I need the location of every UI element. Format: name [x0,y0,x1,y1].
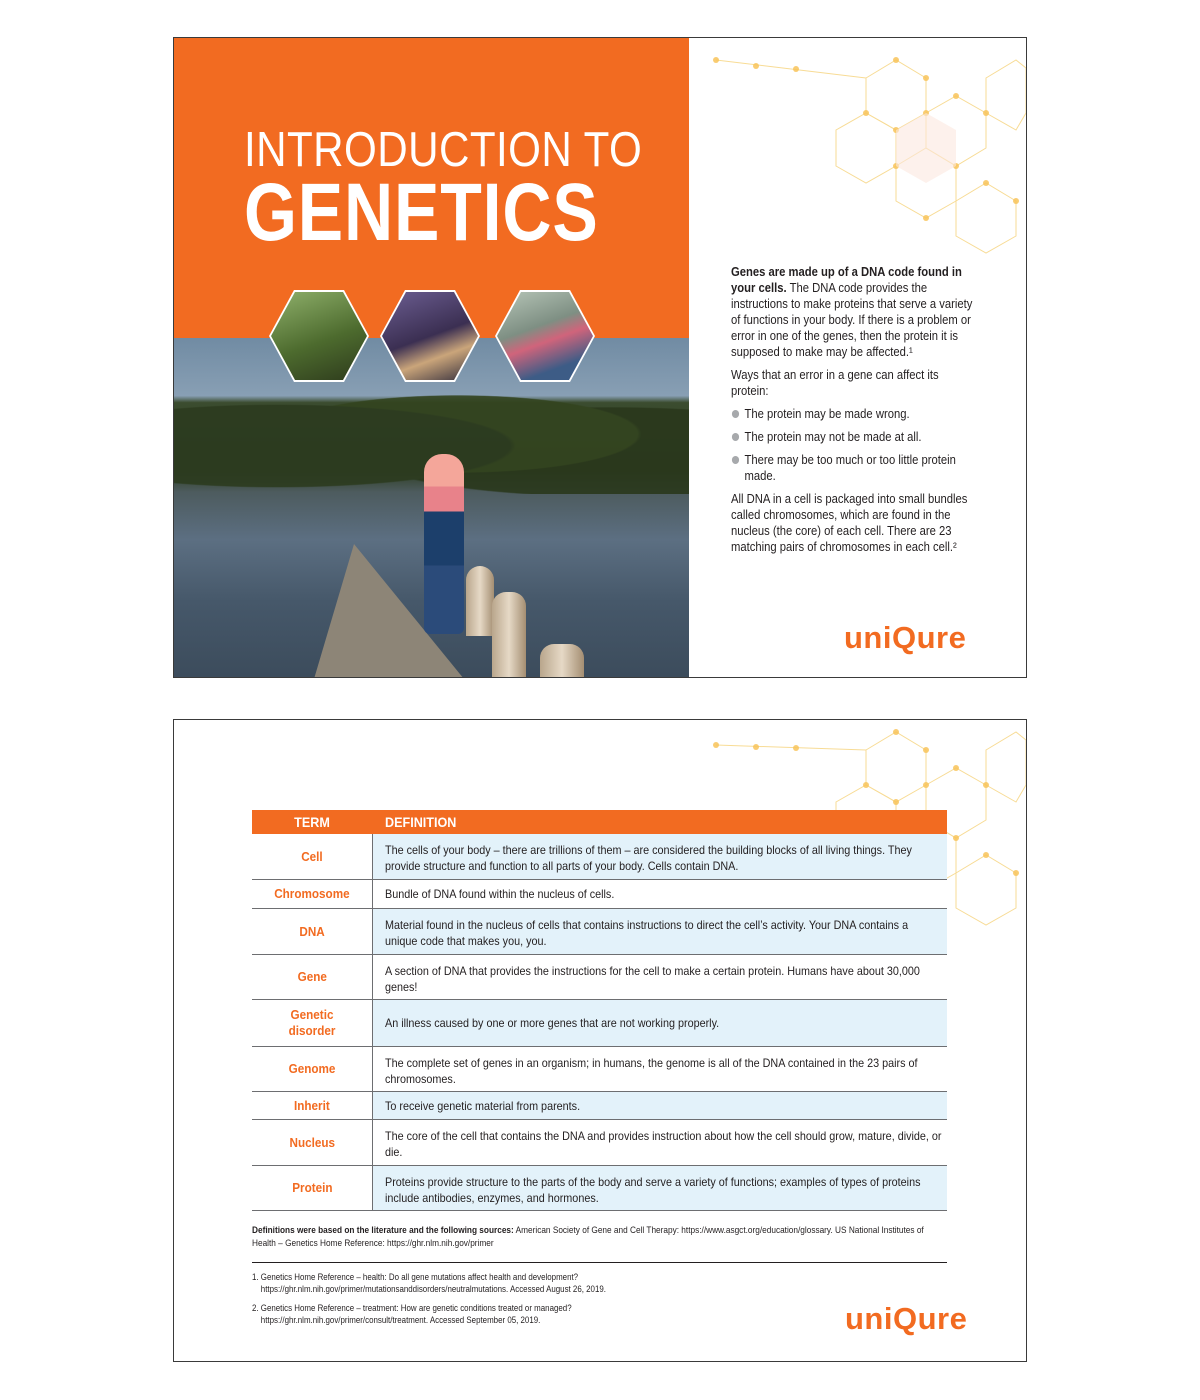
table-row [252,1166,947,1211]
table-row [252,1120,947,1166]
bullet-icon [732,456,739,464]
definition-cell: The complete set of genes in an organism; in humans, the genome is all of the DNA contained in the 23 pairs of chromosomes. [372,1047,947,1091]
definition-cell: The cells of your body – there are trillions of them – are considered the building blocks of all living things. They provide structure and function to all parts of your body. Cells contain DNA. [372,834,947,879]
intro-text-panel [689,38,1026,677]
table-header [252,810,947,834]
term-cell: Chromosome [274,886,350,901]
term-cell: Protein [291,1180,333,1195]
definition-cell: Proteins provide structure to the parts of the body and serve a variety of functions; examples of types of proteins include antibodies, enzymes, and hormones. [372,1166,947,1210]
table-row [252,1092,947,1120]
unique-logo: uniQure [845,1301,968,1336]
intro-body [731,264,976,562]
term-column-header: TERM [294,814,330,830]
references-list [252,1272,652,1334]
effects-list [731,406,976,484]
table-row [252,909,947,955]
term-cell: Inherit [294,1097,330,1113]
table-row [252,955,947,1000]
definition-cell: The core of the cell that contains the DNA and provides instruction about how the cell should grow, mature, divide, or die. [372,1120,947,1165]
term-cell: Cell [301,848,323,864]
definition-cell: Bundle of DNA found within the nucleus of cells. [372,880,947,908]
table-row [252,1000,947,1047]
term-cell: DNA [299,923,325,939]
intro-paragraph: Genes are made up of a DNA code found in your cells. The DNA code provides the instructions to make proteins that serve a variety of functions in your body. If there is a problem or error in one of the genes, then the protein it is supposed to make may be affected.¹ [731,265,973,359]
term-cell: Genetic disorder [288,1007,336,1038]
reference-item: 1. Genetics Home Reference – health: Do all gene mutations affect health and development? https://ghr.nlm.nih.gov/primer/mutationsanddisorders/neutralmutations. Accessed August 26, 2019. [252,1272,606,1294]
intro-card [173,37,1027,678]
definition-cell: An illness caused by one or more genes that are not working properly. [372,1000,947,1046]
bullet-icon [732,433,739,441]
table-row [252,1047,947,1092]
page-title-line1: INTRODUCTION TO [244,123,643,177]
definition-cell: Material found in the nucleus of cells that contains instructions to direct the cell’s activity. Your DNA contains a unique code that makes you, you. [372,909,947,954]
table-row [252,880,947,909]
molecule-pattern [696,38,1026,258]
definition-cell: A section of DNA that provides the instructions for the cell to make a certain protein. Humans have about 30,000 genes! [372,955,947,999]
bullet-icon [732,410,739,418]
chromosomes-paragraph: All DNA in a cell is packaged into small bundles called chromosomes, which are found in the nucleus (the core) of each cell. There are 23 matching pairs of chromosomes in each cell.² [731,492,968,554]
definition-cell: To receive genetic material from parents. [372,1092,947,1119]
definition-column-header: DEFINITION [385,814,457,830]
page-title-line2: GENETICS [244,167,599,258]
term-cell: Nucleus [289,1134,335,1150]
ways-heading: Ways that an error in a gene can affect its protein: [731,368,939,398]
glossary-page [173,719,1027,1369]
reference-item: 2. Genetics Home Reference – treatment: How are genetic conditions treated or managed? https://ghr.nlm.nih.gov/primer/consult/treatment. Accessed September 05, 2019. [252,1303,572,1325]
divider [252,1262,947,1263]
list-item: The protein may be made wrong. [731,406,976,422]
unique-logo: uniQure [844,620,967,655]
sources-note: Definitions were based on the literature and the following sources: American Society of Gene and Cell Therapy: https://www.asgct.org/education/glossary. US National Institutes of Health – Genetics Home Reference: https://ghr.nlm.nih.gov/primer [252,1225,924,1249]
list-item: The protein may not be made at all. [731,429,976,445]
table-row [252,834,947,880]
list-item: There may be too much or too little protein made. [731,452,976,484]
hero-panel [174,38,689,677]
term-cell: Genome [288,1061,336,1076]
pier-photo [174,334,689,677]
term-cell: Gene [297,969,327,984]
